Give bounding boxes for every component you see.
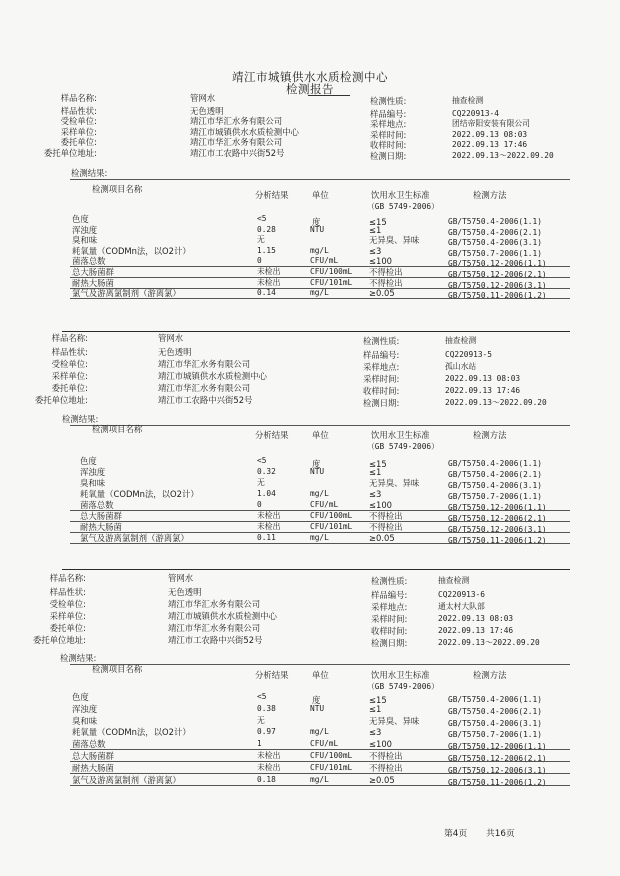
item-unit: 度 (312, 695, 321, 705)
info-value-client-unit: 靖江市华汇水务有限公司 (158, 383, 251, 393)
item-unit: CFU/mL (310, 256, 339, 266)
item-unit: NTU (310, 224, 325, 234)
col-header-method: 检测方法 (473, 670, 507, 680)
item-name: 耗氧量（CODMn法，以O2计） (72, 727, 191, 738)
item-result: 无 (257, 478, 265, 487)
item-unit: mg/L (310, 288, 329, 298)
item-unit: mg/L (310, 245, 329, 255)
item-standard: 无异臭、异味 (369, 235, 420, 246)
info-value-sample-no: CQ220913-6 (438, 590, 485, 599)
info-label: 采样时间: (363, 374, 400, 384)
item-result: <5 (257, 692, 267, 701)
item-result: 1.04 (257, 489, 276, 498)
item-name: 耗氧量（CODMn法，以O2计） (80, 489, 199, 499)
item-standard: ≤1 (369, 224, 382, 235)
item-result: 0 (257, 500, 262, 509)
info-value-test-date: 2022.09.13～2022.09.20 (452, 151, 554, 160)
info-label: 受检单位: (49, 599, 86, 609)
info-value-sample-name: 管网水 (168, 573, 194, 583)
col-header-result: 分析结果 (255, 190, 289, 200)
item-method: GB/T5750.12-2006(1.1) (448, 259, 547, 269)
item-standard: ≤15 (369, 459, 387, 469)
info-value-receive-time: 2022.09.13 17:46 (438, 626, 514, 635)
info-label: 收样时间: (370, 140, 407, 151)
info-label: 采样地点: (371, 602, 408, 612)
item-method: GB/T5750.12-2006(1.1) (448, 742, 547, 752)
info-label: 委托单位: (49, 623, 86, 633)
item-standard: ≤1 (369, 467, 382, 477)
item-unit: CFU/mL (310, 500, 339, 509)
info-label: 检测性质: (371, 576, 408, 586)
report-org-title: 靖江市城镇供水水质检测中心 (232, 70, 388, 84)
info-value-test-nature: 抽查检测 (438, 576, 470, 585)
item-method: GB/T5750.4-2006(2.1) (448, 706, 542, 716)
info-label: 样品编号: (363, 350, 400, 360)
info-label: 委托单位地址: (34, 395, 88, 405)
item-name: 色度 (80, 456, 97, 466)
item-method: GB/T5750.7-2006(1.1) (448, 730, 542, 740)
item-name: 总大肠菌群 (72, 267, 114, 277)
item-standard: 无异臭、异味 (369, 478, 420, 488)
item-name: 总大肠菌群 (72, 751, 114, 761)
item-unit: CFU/101mL (310, 762, 353, 772)
item-method: GB/T5750.12-2006(1.1) (448, 503, 547, 512)
item-method: GB/T5750.4-2006(1.1) (448, 459, 542, 468)
info-value-sample-no: CQ220913-4 (452, 108, 499, 118)
item-method: GB/T5750.4-2006(3.1) (448, 718, 542, 728)
item-result: 0.14 (257, 288, 276, 298)
info-value-sample-name: 管网水 (190, 93, 216, 103)
item-standard: ≤1 (369, 703, 382, 714)
header-rule (70, 664, 570, 665)
item-method: GB/T5750.4-2006(3.1) (448, 481, 542, 490)
page-number: 第4页 (444, 829, 468, 839)
item-unit: mg/L (310, 727, 329, 737)
info-label: 检测日期: (363, 398, 400, 408)
item-unit: NTU (310, 703, 325, 713)
info-label: 检测日期: (370, 151, 407, 161)
item-standard: ≥0.05 (369, 774, 395, 785)
item-result: 无 (257, 235, 265, 245)
info-value-sample-state: 无色透明 (168, 587, 202, 597)
info-value-test-nature: 抽查检测 (445, 336, 477, 345)
item-method: GB/T5750.4-2006(3.1) (448, 238, 542, 248)
info-label: 委托单位地址: (32, 635, 86, 645)
info-value-sample-state: 无色透明 (158, 347, 192, 357)
info-value-test-date: 2022.09.13～2022.09.20 (445, 398, 547, 407)
item-result: 未检出 (257, 522, 281, 531)
item-name: 耗氧量（CODMn法，以O2计） (72, 245, 191, 256)
item-standard: 不得检出 (369, 751, 403, 761)
info-value-sampling-place: 孤山水站 (445, 362, 477, 371)
info-value-sampling-place: 团结帝阳安装有限公司 (452, 119, 530, 129)
item-standard: ≥0.05 (369, 533, 395, 543)
item-method: GB/T5750.12-2006(3.1) (448, 280, 547, 290)
item-method: GB/T5750.4-2006(2.1) (448, 227, 542, 237)
info-value-sampling-place: 通太村大队部 (438, 602, 485, 611)
col-header-item: 检测项目名称 (92, 664, 143, 674)
info-value-client-address: 靖江市工农路中兴街52号 (190, 148, 285, 158)
report-subtitle: 检测报告 (286, 82, 334, 96)
item-method: GB/T5750.12-2006(2.1) (448, 514, 547, 523)
info-label: 受检单位: (60, 116, 97, 127)
item-name: 浑浊度 (72, 703, 98, 714)
item-name: 臭和味 (72, 235, 98, 246)
col-header-result: 分析结果 (255, 670, 289, 680)
info-label: 样品编号: (370, 108, 407, 119)
info-label: 采样单位: (60, 126, 97, 137)
item-unit: CFU/100mL (310, 511, 353, 520)
item-name: 臭和味 (72, 715, 98, 726)
info-value-sampling-unit: 靖江市城镇供水水质检测中心 (158, 371, 267, 381)
item-name: 氯气及游离氯制剂（游离氯） (72, 774, 181, 785)
item-name: 色度 (72, 214, 89, 224)
item-result: 无 (257, 715, 265, 725)
item-standard: ≤15 (369, 217, 387, 227)
info-label: 委托单位地址: (43, 148, 97, 158)
info-label: 采样地点: (363, 362, 400, 372)
item-result: 0 (257, 256, 262, 266)
item-result: 0.97 (257, 727, 276, 737)
info-value-receive-time: 2022.09.13 17:46 (445, 386, 521, 395)
item-unit: 度 (312, 217, 321, 227)
item-name: 菌落总数 (80, 500, 114, 510)
item-name: 浑浊度 (80, 467, 106, 477)
item-result: 0.18 (257, 774, 276, 784)
info-label: 样品名称: (49, 573, 86, 583)
col-header-method: 检测方法 (473, 430, 507, 440)
item-name: 色度 (72, 692, 89, 702)
item-method: GB/T5750.4-2006(2.1) (448, 470, 542, 479)
item-unit: NTU (310, 467, 325, 476)
info-value-sample-no: CQ220913-5 (445, 350, 492, 359)
info-value-test-nature: 抽查检测 (452, 96, 484, 105)
item-method: GB/T5750.11-2006(1.2) (448, 536, 547, 545)
item-standard: 不得检出 (369, 277, 403, 288)
item-method: GB/T5750.12-2006(3.1) (448, 525, 547, 534)
info-label: 委托单位: (51, 383, 88, 393)
item-unit: mg/L (310, 489, 329, 498)
info-value-test-date: 2022.09.13～2022.09.20 (438, 638, 540, 647)
item-unit: 度 (312, 459, 321, 469)
info-label: 委托单位: (60, 137, 97, 148)
col-header-standard: 饮用水卫生标准 (371, 430, 430, 440)
item-result: 0.28 (257, 224, 276, 234)
col-header-standard: 饮用水卫生标准 (371, 670, 430, 680)
info-value-sample-state: 无色透明 (190, 105, 224, 116)
info-value-client-address: 靖江市工农路中兴街52号 (158, 395, 253, 405)
item-result: 0.11 (257, 533, 276, 542)
item-unit: CFU/100mL (310, 751, 353, 760)
col-header-unit: 单位 (312, 430, 329, 440)
info-value-sampling-unit: 靖江市城镇供水水质检测中心 (190, 126, 299, 137)
item-name: 浑浊度 (72, 224, 98, 235)
item-standard: 不得检出 (369, 762, 403, 773)
item-unit: CFU/100mL (310, 267, 353, 276)
item-result: 未检出 (257, 511, 281, 520)
item-method: GB/T5750.7-2006(1.1) (448, 248, 542, 258)
item-result: 未检出 (257, 277, 281, 287)
info-label: 样品性状: (49, 587, 86, 597)
col-header-standard-code: （GB 5749-2006） (367, 442, 439, 451)
col-header-item: 检测项目名称 (92, 424, 143, 434)
item-result: 未检出 (257, 751, 281, 760)
item-standard: ≤3 (369, 245, 382, 256)
col-header-standard: 饮用水卫生标准 (371, 190, 430, 200)
item-method: GB/T5750.4-2006(1.1) (448, 695, 542, 704)
info-value-client-unit: 靖江市华汇水务有限公司 (190, 137, 283, 148)
info-label: 样品编号: (371, 590, 408, 600)
info-value-receive-time: 2022.09.13 17:46 (452, 140, 528, 150)
item-method: GB/T5750.12-2006(2.1) (448, 754, 547, 763)
item-result: <5 (257, 214, 267, 223)
item-standard: 不得检出 (369, 522, 403, 532)
info-value-sampling-time: 2022.09.13 08:03 (452, 129, 528, 139)
item-name: 总大肠菌群 (80, 511, 122, 521)
item-name: 臭和味 (80, 478, 106, 488)
item-unit: CFU/mL (310, 739, 339, 749)
info-label: 采样单位: (49, 611, 86, 621)
item-standard: 不得检出 (369, 511, 403, 521)
col-header-item: 检测项目名称 (92, 184, 143, 194)
item-name: 耐热大肠菌 (72, 762, 114, 773)
col-header-result: 分析结果 (255, 430, 289, 440)
info-label: 采样时间: (371, 614, 408, 624)
info-value-sampling-unit: 靖江市城镇供水水质检测中心 (168, 611, 277, 621)
info-label: 采样时间: (370, 129, 407, 140)
item-standard: 无异臭、异味 (369, 715, 420, 726)
item-name: 菌落总数 (72, 256, 106, 267)
item-name: 菌落总数 (72, 739, 106, 750)
info-value-sampling-time: 2022.09.13 08:03 (445, 374, 521, 383)
page-total: 共16页 (486, 829, 515, 839)
item-method: GB/T5750.7-2006(1.1) (448, 492, 542, 501)
item-method: GB/T5750.12-2006(2.1) (448, 270, 547, 279)
info-value-receiving-unit: 靖江市华汇水务有限公司 (190, 116, 283, 127)
row-rule (70, 785, 570, 786)
item-standard: ≤3 (369, 489, 382, 499)
item-name: 耐热大肠菌 (80, 522, 122, 532)
test-result-label: 检测结果: (62, 414, 99, 424)
section-divider (62, 569, 570, 570)
item-name: 氯气及游离氯制剂（游离氯） (72, 288, 181, 299)
info-value-sampling-time: 2022.09.13 08:03 (438, 614, 514, 623)
item-standard: ≤3 (369, 727, 382, 738)
test-result-label: 检测结果: (71, 168, 108, 178)
item-result: 未检出 (257, 762, 281, 772)
info-value-receiving-unit: 靖江市华汇水务有限公司 (158, 359, 251, 369)
info-label: 样品名称: (60, 93, 97, 103)
info-value-client-address: 靖江市工农路中兴街52号 (168, 635, 263, 645)
item-standard: 不得检出 (369, 267, 403, 277)
item-result: 未检出 (257, 267, 281, 276)
item-standard: ≥0.05 (369, 288, 395, 299)
info-value-client-unit: 靖江市华汇水务有限公司 (168, 623, 261, 633)
info-label: 收样时间: (371, 626, 408, 636)
item-method: GB/T5750.11-2006(1.2) (448, 777, 547, 787)
item-name: 氯气及游离氯制剂（游离氯） (80, 533, 189, 543)
item-standard: ≤15 (369, 695, 387, 705)
col-header-unit: 单位 (312, 670, 329, 680)
item-method: GB/T5750.12-2006(3.1) (448, 765, 547, 775)
item-unit: CFU/101mL (310, 522, 353, 531)
item-unit: mg/L (310, 774, 329, 784)
col-header-method: 检测方法 (473, 190, 507, 200)
item-name: 耐热大肠菌 (72, 277, 114, 288)
info-label: 收样时间: (363, 386, 400, 396)
item-result: <5 (257, 456, 267, 465)
item-method: GB/T5750.11-2006(1.2) (448, 291, 547, 301)
item-result: 1 (257, 739, 262, 749)
info-label: 采样地点: (370, 119, 407, 130)
info-label: 检测性质: (363, 336, 400, 346)
item-unit: CFU/101mL (310, 277, 353, 287)
info-label: 受检单位: (51, 359, 88, 369)
item-result: 0.32 (257, 467, 276, 476)
info-label: 检测日期: (371, 638, 408, 648)
item-method: GB/T5750.4-2006(1.1) (448, 217, 542, 226)
col-header-unit: 单位 (312, 190, 329, 200)
info-label: 样品名称: (51, 333, 88, 343)
info-value-receiving-unit: 靖江市华汇水务有限公司 (168, 599, 261, 609)
item-standard: ≤100 (369, 500, 393, 510)
info-label: 样品性状: (51, 347, 88, 357)
info-label: 样品性状: (60, 105, 97, 116)
info-value-sample-name: 管网水 (158, 333, 184, 343)
item-standard: ≤100 (369, 739, 393, 750)
item-standard: ≤100 (369, 256, 393, 267)
col-header-standard-code: （GB 5749-2006） (367, 682, 439, 691)
col-header-standard-code: （GB 5749-2006） (367, 202, 439, 211)
info-label: 检测性质: (370, 96, 407, 106)
item-unit: mg/L (310, 533, 329, 542)
item-result: 1.15 (257, 245, 276, 255)
info-label: 采样单位: (51, 371, 88, 381)
item-result: 0.38 (257, 703, 276, 713)
test-result-label: 检测结果: (60, 653, 97, 663)
